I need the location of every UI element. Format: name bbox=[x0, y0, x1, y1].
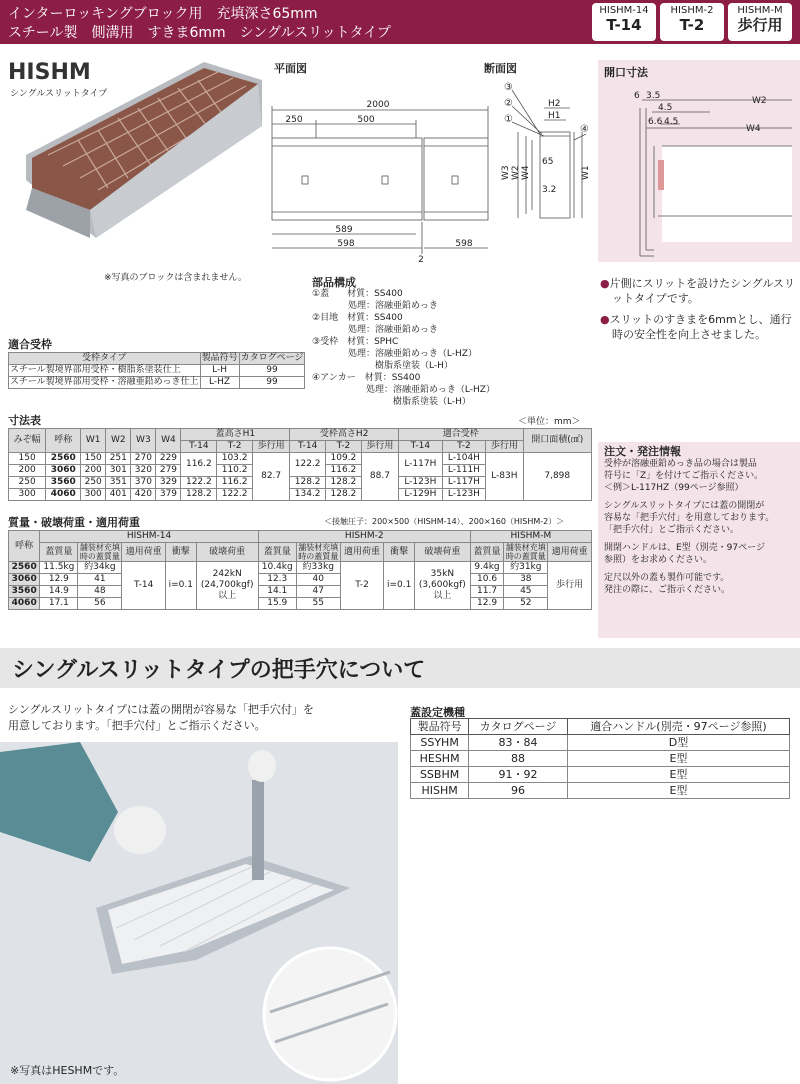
section-h2: H2 bbox=[548, 99, 561, 109]
section-drawing bbox=[482, 76, 598, 236]
models-title: 蓋設定機種 bbox=[410, 706, 465, 719]
opening-title: 開口寸法 bbox=[604, 66, 648, 79]
table-row: スチール製境界部用受枠・樹脂系塗装仕上 L-H 99 bbox=[9, 365, 305, 377]
plan-drawing bbox=[266, 76, 496, 266]
product-subtitle: シングルスリットタイプ bbox=[10, 89, 108, 99]
table-row: 200 3060 200 301 320 279 110.2 116.2 L-111H bbox=[9, 465, 592, 477]
header-bar bbox=[0, 0, 800, 44]
plan-dim-500: 500 bbox=[357, 115, 375, 125]
dims-table: みぞ幅 呼称 W1 W2 W3 W4 蓋高さH1 受枠高さH2 適合受枠 開口面積(㎠) T-14 T-2 歩行用 T-14 T-2 歩行用 T-14 T-2 歩行用 150 2560 150 251 270 229 116.2 103.2 82.7 122.2 109.2 88.7 L-117H L-104H L-83H 7,898 200 3060 200 301 320 279 110.2 116.2 L-111H 250 3560 250 351 370 329 122.2 116.2 128.2 128.2 L-123H L-117H 300 4060 300 401 420 379 128.2 122.2 134.2 128.2 L-129H L-123H bbox=[8, 428, 592, 501]
parts-line: ①蓋 材質：SS400 bbox=[312, 289, 403, 299]
opening-w2: W2 bbox=[752, 96, 767, 106]
parts-line: ②目地 材質：SS400 bbox=[312, 313, 403, 323]
handle-section-bar bbox=[0, 648, 800, 688]
frame-title: 適合受枠 bbox=[8, 338, 52, 351]
section-w1: W1 bbox=[581, 165, 591, 180]
parts-list bbox=[312, 288, 495, 408]
parts-line: 処理：溶融亜鉛めっき（L-HZ） bbox=[312, 385, 495, 395]
opening-v66: 6.6 bbox=[648, 117, 663, 127]
opening-v45a: 4.5 bbox=[658, 103, 673, 113]
plan-dim-2: 2 bbox=[418, 255, 424, 265]
product-name: HISHM bbox=[8, 60, 91, 85]
section-w3: W3 bbox=[501, 165, 511, 180]
frame-header: 受枠タイプ bbox=[9, 353, 201, 365]
section-65: 65 bbox=[542, 157, 554, 167]
parts-line: ③受枠 材質：SPHC bbox=[312, 337, 399, 347]
loads-note: ＜接触圧子：200×500（HISHM-14）、200×160（HISHM-2）＞ bbox=[324, 517, 565, 526]
parts-line: 樹脂系塗装（L-H） bbox=[312, 397, 471, 407]
table-row: 3560 14.9 48 14.1 47 11.7 45 bbox=[9, 586, 592, 598]
table-row: HISHM 96 E型 bbox=[411, 783, 790, 799]
photo-note: ※写真のブロックは含まれません。 bbox=[104, 273, 247, 283]
opening-bullet-1: ●片側にスリットを設けたシングルスリットタイプです。 bbox=[600, 277, 796, 305]
section-n4: ④ bbox=[580, 124, 589, 135]
opening-v6: 6 bbox=[634, 91, 640, 101]
section-title: 断面図 bbox=[484, 62, 517, 75]
table-row: 3060 12.9 41 12.3 40 10.6 38 bbox=[9, 574, 592, 586]
table-row: SSBHM 91・92 E型 bbox=[411, 767, 790, 783]
table-row: HESHM 88 E型 bbox=[411, 751, 790, 767]
parts-line: 処理：溶融亜鉛めっき bbox=[312, 301, 438, 311]
frame-header: カタログページ bbox=[240, 353, 304, 363]
handle-description: シングルスリットタイプには蓋の開閉が容易な「把手穴付」を 用意しております。「把手穴付」とご指示ください。 bbox=[8, 703, 314, 732]
parts-title: 部品構成 bbox=[312, 276, 356, 289]
badge-hishm-14: HISHM-14 T-14 bbox=[592, 3, 656, 41]
parts-line: 処理：溶融亜鉛めっき bbox=[312, 325, 438, 335]
opening-bullets bbox=[600, 276, 796, 342]
section-n3: ③ bbox=[504, 82, 513, 93]
frame-table bbox=[8, 352, 305, 389]
badge-hishm-2: HISHM-2 T-2 bbox=[660, 3, 724, 41]
loads-title: 質量・破壊荷重・適用荷重 bbox=[8, 516, 140, 529]
badge-hishm-m: HISHM-M 歩行用 bbox=[728, 3, 792, 41]
loads-table: 呼称 HISHM-14 HISHM-2 HISHM-M 蓋質量 舗装材充填時の蓋質量 適用荷重 衝撃 破壊荷重 蓋質量 舗装材充填時の蓋質量 適用荷重 衝撃 破壊荷重 蓋質量 舗装材充填時の蓋質量 適用荷重 2560 11.5kg 約34kg T-14 i=0.1 242kN (24,700kgf) 以上 10.4kg 約33kg T-2 i=0.1 35kN (3,600kgf) 以上 9.4kg 約31kg 歩行用 3060 12.9 41 12.3 40 10.6 38 3560 14.9 48 14.1 47 11.7 45 4060 17.1 56 15.9 55 12.9 52 bbox=[8, 530, 592, 610]
opening-bullet-2: ●スリットのすきまを6mmとし、通行時の安全性を向上させました。 bbox=[600, 313, 792, 341]
header-line-2: スチール製 側溝用 すきま6mm シングルスリットタイプ bbox=[8, 25, 391, 41]
plan-dim-589: 589 bbox=[335, 225, 353, 235]
plan-dim-598b: 598 bbox=[455, 239, 473, 249]
table-row: 4060 17.1 56 15.9 55 12.9 52 bbox=[9, 598, 592, 610]
plan-dim-250: 250 bbox=[285, 115, 303, 125]
section-w4: W4 bbox=[521, 165, 531, 180]
section-32: 3.2 bbox=[542, 185, 557, 195]
parts-line: 樹脂系塗装（L-H） bbox=[312, 361, 453, 371]
plan-title: 平面図 bbox=[274, 62, 307, 75]
table-row: 250 3560 250 351 370 329 122.2 116.2 128.2 128.2 L-123H L-117H bbox=[9, 477, 592, 489]
section-w2: W2 bbox=[511, 165, 521, 180]
dims-unit: ＜単位：mm＞ bbox=[518, 417, 581, 427]
table-row: 2560 11.5kg 約34kg T-14 i=0.1 242kN (24,700kgf) 以上 10.4kg 約33kg T-2 i=0.1 35kN (3,600kgf) 以上 9.4kg 約31kg 歩行用 bbox=[9, 562, 592, 574]
parts-line: ④アンカー 材質：SS400 bbox=[312, 373, 421, 383]
plan-dim-2000: 2000 bbox=[366, 100, 390, 110]
grating-block-photo bbox=[18, 60, 264, 250]
table-row: 300 4060 300 401 420 379 128.2 122.2 134.2 128.2 L-129H L-123H bbox=[9, 489, 592, 501]
dims-title: 寸法表 bbox=[8, 414, 41, 427]
plan-dim-598: 598 bbox=[337, 239, 355, 249]
handle-title: シングルスリットタイプの把手穴について bbox=[12, 658, 426, 683]
section-h1: H1 bbox=[548, 111, 561, 121]
header-line-1: インターロッキングブロック用 充填深さ65mm bbox=[8, 6, 318, 22]
opening-v45b: 4.5 bbox=[664, 117, 679, 127]
section-n1: ① bbox=[504, 114, 513, 125]
opening-drawing bbox=[600, 78, 798, 258]
opening-v35: 3.5 bbox=[646, 91, 661, 101]
parts-line: 処理：溶融亜鉛めっき（L-HZ） bbox=[312, 349, 477, 359]
order-title: 注文・発注情報 bbox=[604, 445, 681, 458]
models-table: 製品符号 カタログページ 適合ハンドル(別売・97ページ参照) SSYHM 83・84 D型 HESHM 88 E型 SSBHM 91・92 E型 HISHM 96 E型 bbox=[410, 718, 790, 799]
handle-photo-note: ※写真はHESHMです。 bbox=[10, 1064, 125, 1077]
opening-w4: W4 bbox=[746, 124, 761, 134]
order-panel: 注文・発注情報 受枠が溶融亜鉛めっき品の場合は製品 符号に「Z」を付けてご指示ください。 ＜例＞L-117HZ（99ページ参照） シングルスリットタイプには蓋の開閉が 容易な「把手穴付」を用意しております。 「把手穴付」とご指示ください。 開閉ハンドルは、E型（別売・97ページ 参照）をお求めください。 定尺以外の蓋も製作可能です。 発注の際に、ご指示ください。 bbox=[598, 442, 800, 638]
handle-photo bbox=[0, 742, 398, 1084]
table-row: スチール製境界部用受枠・溶融亜鉛めっき仕上 L-HZ 99 bbox=[9, 377, 305, 389]
frame-header: 製品符号 bbox=[201, 353, 238, 363]
table-row: SSYHM 83・84 D型 bbox=[411, 735, 790, 751]
section-n2: ② bbox=[504, 98, 513, 109]
table-row: 150 2560 150 251 270 229 116.2 103.2 82.7 122.2 109.2 88.7 L-117H L-104H L-83H 7,898 bbox=[9, 453, 592, 465]
